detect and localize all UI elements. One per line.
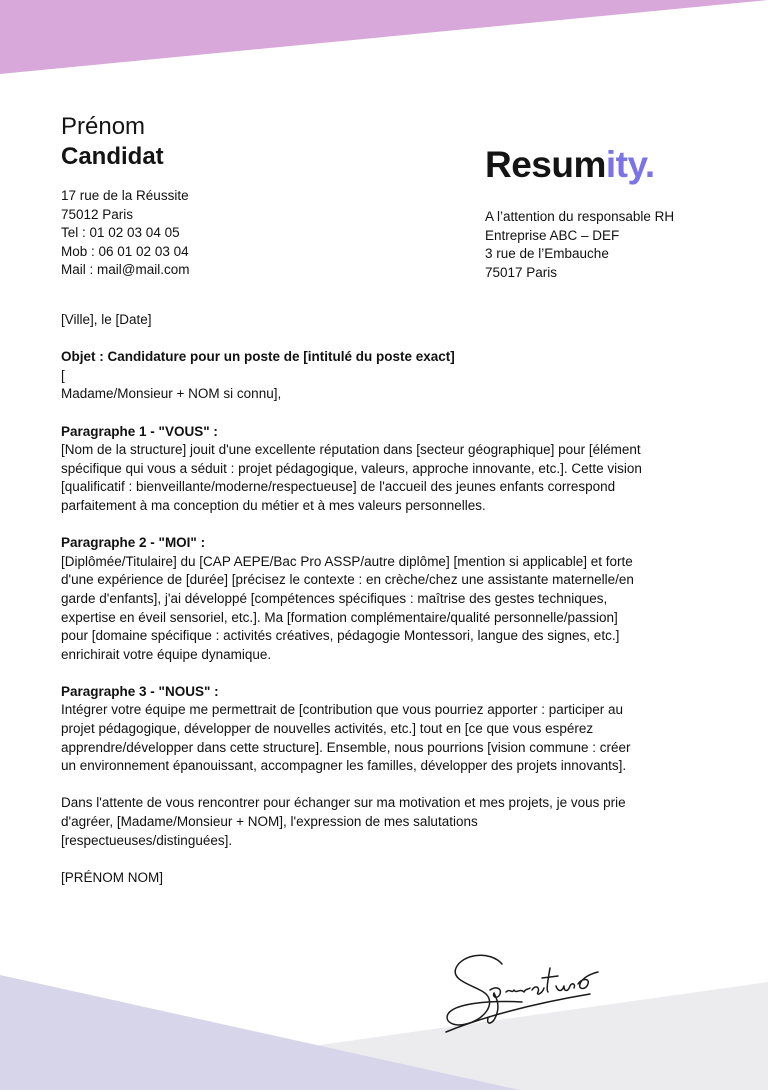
sender-last-name: Candidat	[61, 143, 164, 170]
paragraph-2-title: Paragraphe 2 - "MOI" :	[61, 535, 206, 551]
paragraph-2-line: garde d'enfants], j'ai développé [compétences spécifiques : maîtrise des gestes techniques,	[61, 590, 608, 606]
place-date: [Ville], le [Date]	[61, 312, 152, 327]
paragraph-3-line: apprendre/développer dans cette structure]. Ensemble, nous pourrions [vision commune : créer	[61, 739, 631, 755]
handwritten-signature	[440, 944, 605, 1036]
sender-first-name: Prénom	[61, 113, 146, 140]
salutation: Madame/Monsieur + NOM si connu],	[61, 386, 282, 402]
paragraph-3-line: Intégrer votre équipe me permettrait de [contribution que vous pourriez apporter : participer au	[61, 702, 624, 718]
sender-address-line1: 17 rue de la Réussite	[61, 188, 189, 203]
paragraph-2-line: expertise en éveil sensoriel, etc.]. Ma [formation complémentaire/qualité personnelle/passion]	[61, 609, 618, 625]
paragraph-2-line: pour [domaine spécifique : activités créatives, pédagogie Montessori, langue des signes, etc.]	[61, 628, 620, 644]
paragraph-1-line: parfaitement à ma conception du métier et à mes valeurs personnelles.	[61, 497, 486, 513]
paragraph-1-line: [qualificatif : bienveillante/moderne/respectueuse] de l'accueil des jeunes enfants correspond	[61, 479, 616, 495]
paragraph-3-line: un environnement épanouissant, accompagner les familles, développer des projets innovants].	[61, 758, 627, 774]
signatory-name: [PRÉNOM NOM]	[61, 869, 164, 885]
sender-address-line2: 75012 Paris	[61, 206, 134, 222]
sender-mob: Mob : 06 01 02 03 04	[61, 243, 189, 259]
sender-mail: Mail : mail@mail.com	[61, 262, 190, 278]
paragraph-1-line: [Nom de la structure] jouit d'une excellente réputation dans [secteur géographique] pour [élément	[61, 442, 641, 458]
top-band	[0, 0, 768, 74]
letter-body	[61, 311, 731, 887]
paragraph-3-title: Paragraphe 3 - "NOUS" :	[61, 683, 219, 699]
closing-line: [respectueuses/distinguées].	[61, 832, 233, 848]
paragraph-2-line: enrichirait votre équipe dynamique.	[61, 646, 272, 662]
sender-contact-block	[61, 187, 189, 280]
recipient-line3: 3 rue de l’Embauche	[485, 246, 609, 262]
logo-text-accent: ity.	[605, 144, 655, 185]
resumity-logo	[485, 143, 655, 187]
paragraph-2-line: d'une expérience de [durée] [précisez le contexte : en crèche/chez une assistante maternelle/en	[61, 572, 634, 588]
sender-tel: Tel : 01 02 03 04 05	[61, 225, 180, 241]
paragraph-3-line: projet pédagogique, développer de nouvelles activités, etc.] tout en [ce que vous espérez	[61, 721, 594, 737]
subject-line: Objet : Candidature pour un poste de [intitulé du poste exact]	[61, 349, 455, 365]
recipient-line2: Entreprise ABC – DEF	[485, 227, 620, 243]
closing-line: Dans l'attente de vous rencontrer pour échanger sur ma motivation et mes projets, je vous prie	[61, 795, 626, 811]
recipient-line1: A l’attention du responsable RH	[485, 209, 675, 224]
recipient-block	[485, 208, 674, 282]
paragraph-1-title: Paragraphe 1 - "VOUS" :	[61, 423, 218, 439]
closing-line: d'agréer, [Madame/Monsieur + NOM], l'expression de mes salutations	[61, 814, 478, 830]
logo-text-main: Resum	[485, 144, 606, 185]
paragraph-1-line: spécifique qui vous a séduit : projet pédagogique, valeurs, approche innovante, etc.]. Cette vision	[61, 460, 642, 476]
salutation-bracket: [	[61, 367, 65, 383]
paragraph-2-line: [Diplômée/Titulaire] du [CAP AEPE/Bac Pro ASSP/autre diplôme] [mention si applicable] et forte	[61, 553, 633, 569]
recipient-line4: 75017 Paris	[485, 264, 558, 280]
